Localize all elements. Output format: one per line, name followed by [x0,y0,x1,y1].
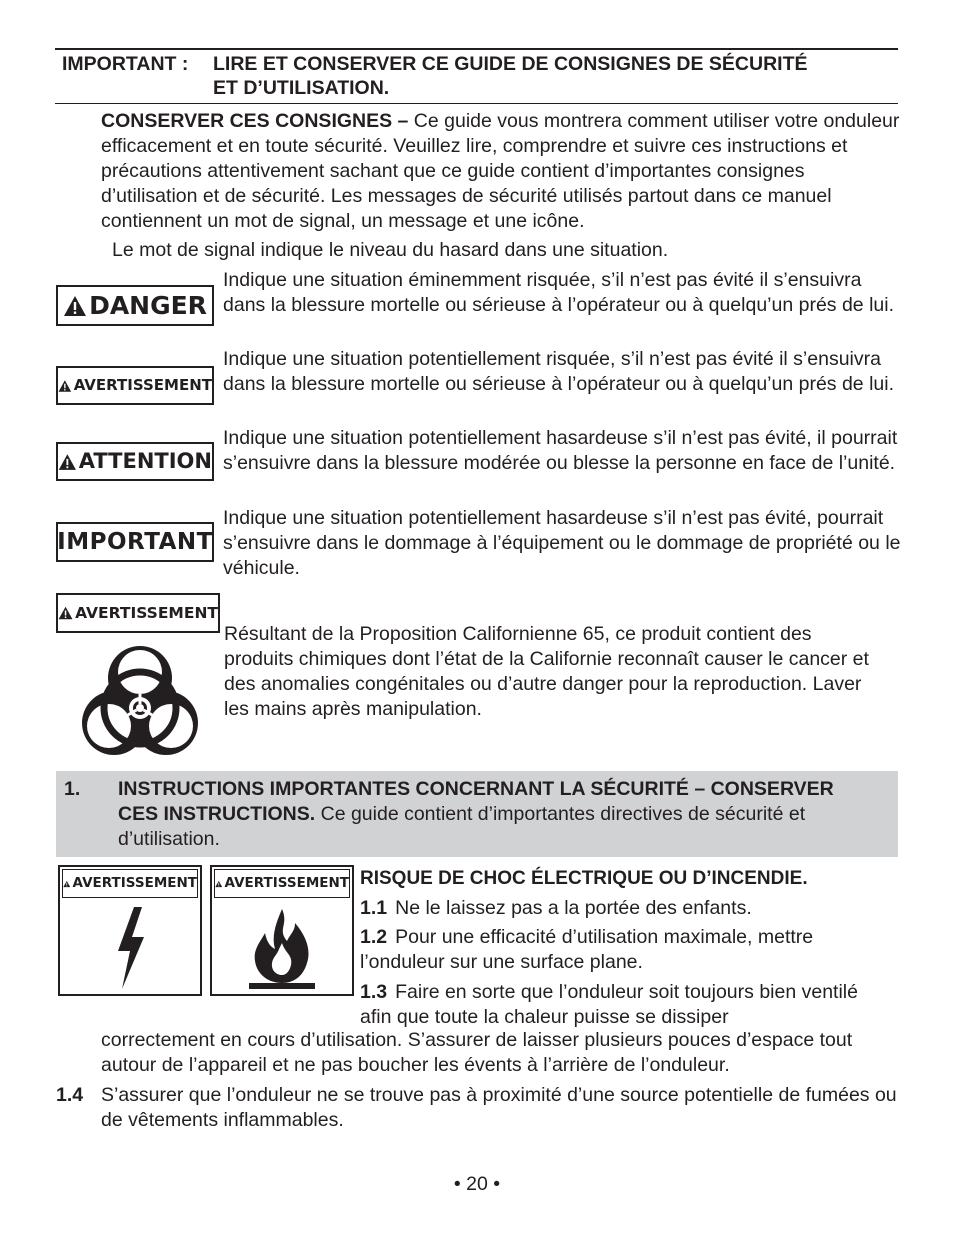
item-number: 1.2 [360,926,388,948]
item-1-1 [360,896,890,921]
warning-triangle-icon [63,295,87,317]
danger-badge-label: DANGER [89,291,207,320]
header-label: IMPORTANT : [62,53,189,75]
item-number: 1.3 [360,981,388,1003]
electric-warning-badge-label: AVERTISSEMENT [72,875,197,891]
avertissement-description: Indique une situation potentiellement risquée, s’il n’est pas évité il s’ensuivra dans la blessure mortelle ou sérieuse à l’opérateur ou à quelqu’un prés de lui. [223,348,894,395]
page-number: • 20 • [453,1173,501,1195]
avertissement-badge [56,366,214,405]
important-badge [56,522,214,562]
item-text: Faire en sorte que l’onduleur soit toujours bien ventilé afin que toute la chaleur puisse se dissiper [360,981,858,1028]
warning-triangle-icon [215,876,223,892]
warning-triangle-icon [58,604,73,622]
header-bottom-rule [55,103,898,104]
prop65-text: Résultant de la Proposition Californienne 65, ce produit contient des produits chimiques dont l’état de la Californie reconnaît causer le cancer et des anomalies congénitales ou d’autre danger pour la reproduction. Laver les mains après manipulation. [224,623,869,720]
section-1-heading [56,771,898,857]
section-text: Ce guide contient d’importantes directives de sécurité et d’utilisation. [118,803,806,850]
danger-badge [56,285,214,326]
item-1-3-continuation: correctement en cours d’utilisation. S’assurer de laisser plusieurs pouces d’espace tout autour de l’appareil et ne pas boucher les évents à l’arrière de l’onduleur. [101,1029,853,1076]
avertissement-badge-label: AVERTISSEMENT [73,376,212,394]
fire-warning-box [210,865,354,996]
important-description: Indique une situation potentiellement hasardeuse s’il n’est pas évité, pourrait s’ensuivre dans le dommage à l’équipement ou le dommage de propriété ou le véhicule. [223,507,901,579]
attention-description: Indique une situation potentiellement hasardeuse s’il n’est pas évité, il pourrait s’ensuivre dans la blessure modérée ou blesse la personne en face de l’unité. [223,427,898,474]
item-number: 1.4 [56,1084,84,1106]
electric-warning-badge [62,869,198,898]
header-title-line-1: LIRE ET CONSERVER CE GUIDE DE CONSIGNES DE SÉCURITÉ [213,53,808,75]
item-text: S’assurer que l’onduleur ne se trouve pas à proximité d’une source potentielle de fumées ou de vêtements inflammables. [101,1084,897,1131]
section-number: 1. [64,778,81,800]
intro-text: Ce guide vous montrera comment utiliser votre onduleur efficacement et en toute sécurité. Veuillez lire, comprendre et suivre ces instructions et précautions attentivement sachant que ce guide contient d’importantes consignes d’utilisation et de sécurité. Les messages de sécurité utilisés partout dans ce manuel contiennent un mot de signal, un message et une icône. [101,110,900,232]
fire-icon [237,903,327,993]
biohazard-icon [70,634,210,768]
intro-lead: CONSERVER CES CONSIGNES – [101,110,409,132]
section-title: INSTRUCTIONS IMPORTANTES CONCERNANT LA SÉCURITÉ – CONSERVER CES INSTRUCTIONS. [118,778,834,825]
header-title-line-2: ET D’UTILISATION. [213,77,390,99]
intro-paragraph [101,109,901,234]
warning-triangle-icon [58,377,72,395]
item-text: Pour une efficacité d’utilisation maximale, mettre l’onduleur sur une surface plane. [360,926,814,973]
fire-warning-badge [214,869,350,898]
prop65-badge-label: AVERTISSEMENT [75,603,218,622]
warning-triangle-icon [58,452,77,472]
electric-warning-box [58,865,202,996]
item-text: Ne le laissez pas a la portée des enfants. [395,897,752,919]
important-badge-label: IMPORTANT [57,528,213,555]
danger-description: Indique une situation éminemment risquée, s’il n’est pas évité il s’ensuivra dans la blessure mortelle ou sérieuse à l’opérateur ou à quelqu’un prés de lui. [223,269,894,316]
item-1-3 [360,980,890,1030]
signal-word-line: Le mot de signal indique le niveau du hasard dans une situation. [112,239,669,261]
attention-badge-label: ATTENTION [78,449,212,473]
lightning-icon [100,903,160,993]
item-1-2 [360,925,890,975]
item-number: 1.1 [360,897,388,919]
header-top-rule [55,48,898,50]
risk-title: RISQUE DE CHOC ÉLECTRIQUE OU D’INCENDIE. [360,868,808,889]
fire-warning-badge-label: AVERTISSEMENT [224,875,349,891]
section-title-block [118,777,878,852]
attention-badge [56,442,214,481]
warning-triangle-icon [63,876,71,892]
prop65-avertissement-badge [56,593,220,633]
